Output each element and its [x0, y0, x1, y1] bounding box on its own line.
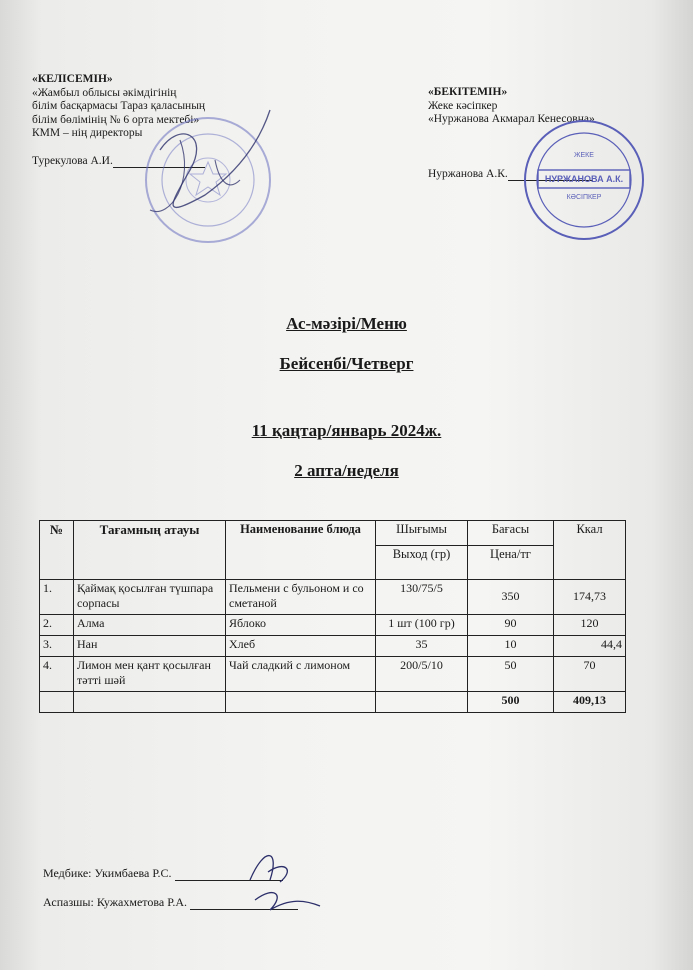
- approval-signer: Нуржанова А.К.: [428, 168, 595, 182]
- medbike-signature-line: Медбике: Укимбаева Р.С.: [43, 866, 283, 881]
- table-row: 3. Нан Хлеб 35 10 44,4: [40, 635, 626, 656]
- table-total-row: [40, 691, 626, 712]
- menu-title: Ас-мәзірі/Меню: [286, 314, 407, 333]
- agreement-signer: Турекулова А.И.: [32, 155, 205, 169]
- agreement-line: «Жамбыл облысы әкімдігінің: [32, 86, 177, 99]
- total-kcal: 409,13: [554, 691, 626, 712]
- menu-table: [39, 520, 626, 713]
- agreement-heading: «КЕЛІСЕМІН»: [32, 73, 113, 85]
- table-row: 1. Қаймақ қосылған түшпара сорпасы Пельмени с бульоном и со сметаной 130/75/5 350 174,73: [40, 580, 626, 615]
- header-price-kz: Бағасы: [468, 521, 554, 546]
- approval-heading: «БЕКІТЕМІН»: [428, 86, 508, 98]
- header-yield-ru: Выход (гр): [376, 546, 468, 580]
- cook-signature-line: Аспазшы: Кужахметова Р.А.: [43, 895, 298, 910]
- menu-date: 11 қаңтар/январь 2024ж.: [251, 421, 442, 440]
- footer-signature-scribble: [240, 840, 330, 920]
- table-header-row: [40, 521, 626, 546]
- agreement-line: білім басқармасы Тараз қаласының: [32, 100, 206, 112]
- stamp-name: НУРЖАНОВА А.К.: [544, 174, 624, 184]
- school-seal-stamp: [120, 100, 285, 250]
- entrepreneur-seal-stamp: ЖЕКЕ НУРЖАНОВА А.К. КӘСІПКЕР: [522, 118, 646, 242]
- menu-week: 2 апта/неделя: [294, 461, 399, 480]
- header-num: №: [40, 521, 74, 580]
- header-kcal: Ккал: [554, 521, 626, 580]
- agreement-line: КММ – нің директоры: [32, 127, 143, 139]
- total-price: 500: [468, 691, 554, 712]
- header-name-ru: Наименование блюда: [226, 521, 376, 580]
- table-row: 2. Алма Яблоко 1 шт (100 гр) 90 120: [40, 614, 626, 635]
- header-price-ru: Цена/тг: [468, 546, 554, 580]
- menu-day: Бейсенбі/Четверг: [279, 354, 414, 373]
- approval-line: Жеке кәсіпкер: [428, 99, 498, 112]
- table-row: 4. Лимон мен қант қосылған тәтті шәй Чай сладкий с лимоном 200/5/10 50 70: [40, 657, 626, 692]
- header-name-kz: Тағамның атауы: [74, 521, 226, 580]
- agreement-line: білім бөлімінің № 6 орта мектебі»: [32, 113, 200, 126]
- header-yield-kz: Шығымы: [376, 521, 468, 546]
- approval-line: «Нуржанова Акмарал Кенесовна»: [428, 113, 595, 125]
